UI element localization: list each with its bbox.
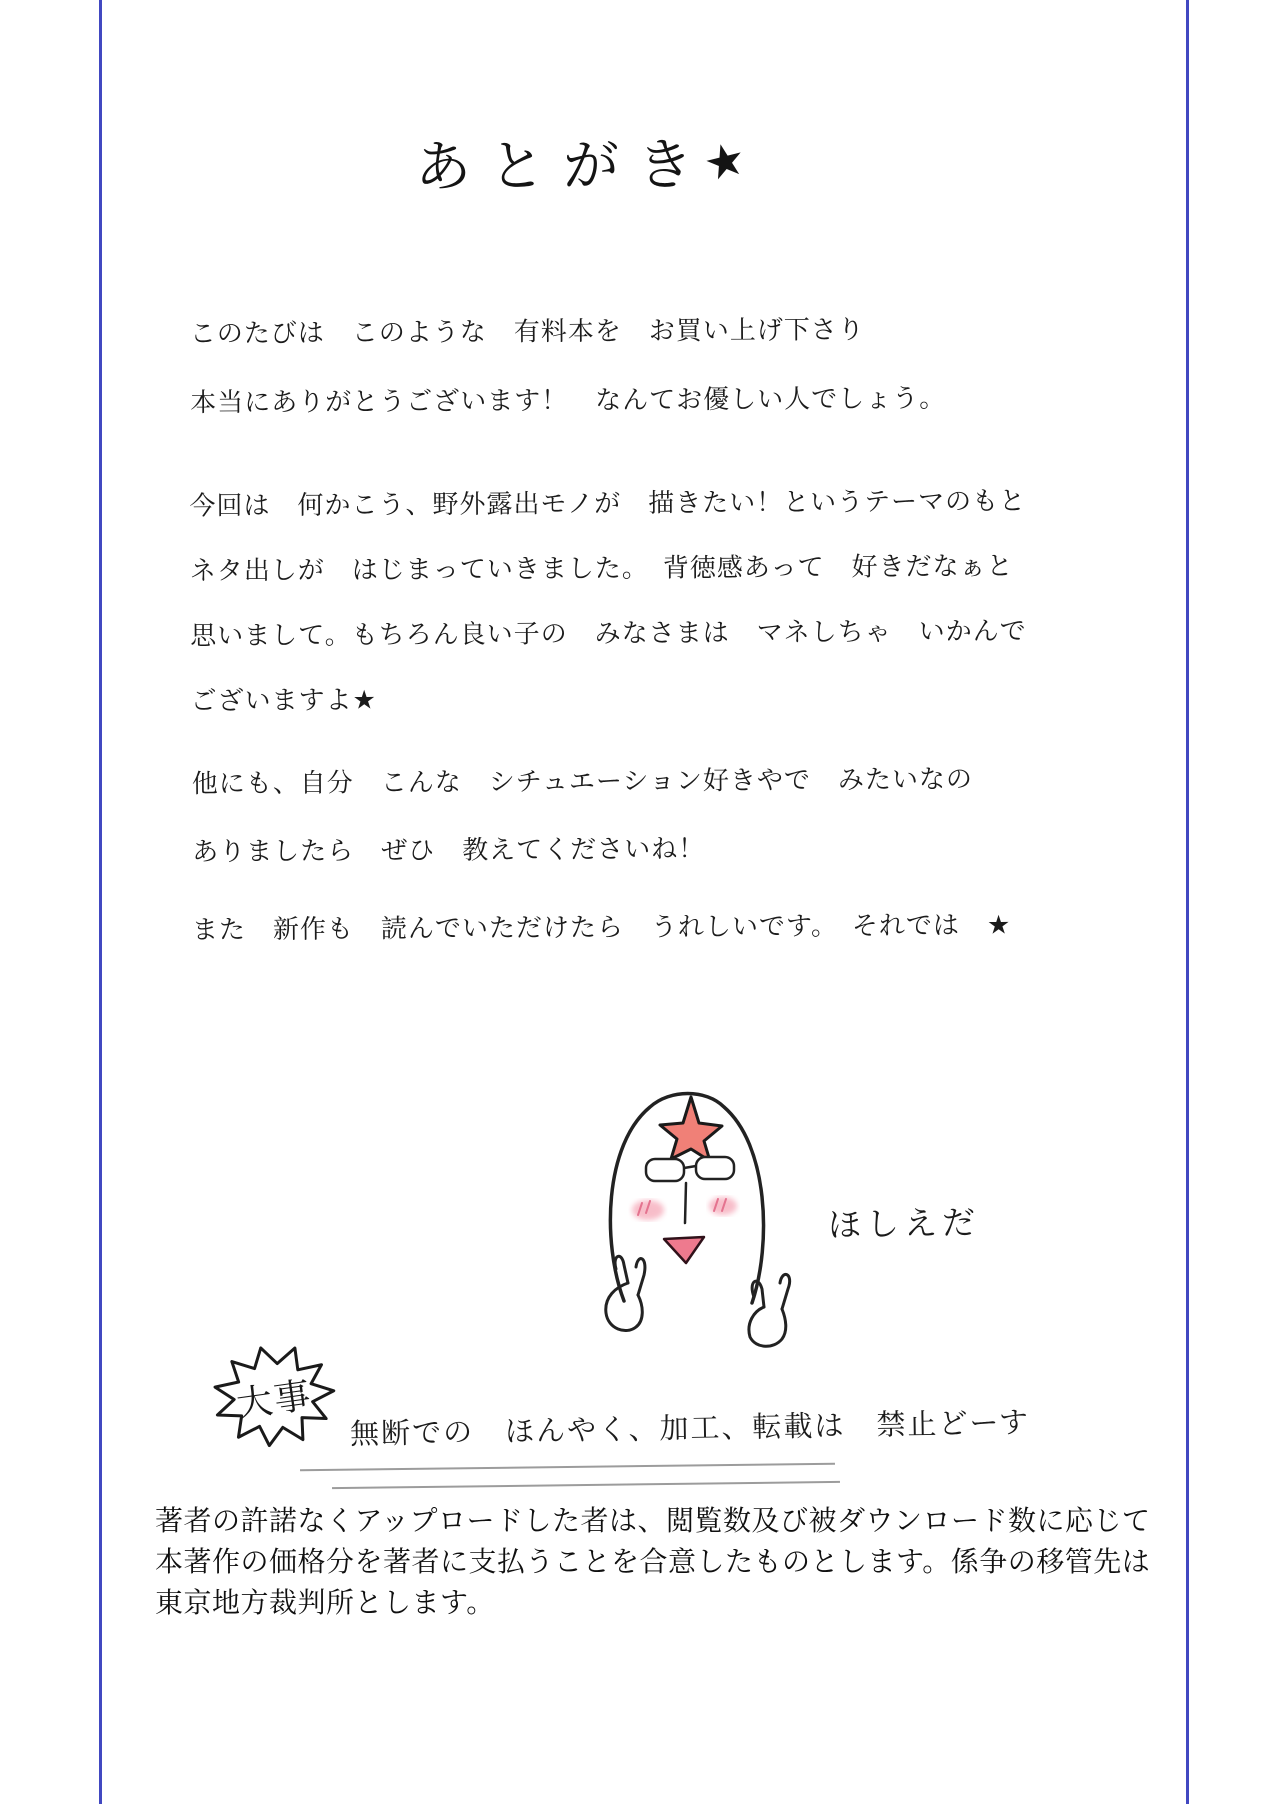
legal-line: 著者の許諾なくアップロードした者は、閲覧数及び被ダウンロード数に応じて xyxy=(155,1505,1151,1536)
afterword-line: ネタ出しが はじまっていきました。 背徳感あって 好きだなぁと xyxy=(189,551,1014,587)
right-border-line xyxy=(1186,0,1189,1804)
important-burst-label: 大事 xyxy=(233,1374,315,1427)
page-title: あとがき xyxy=(414,132,712,201)
afterword-line: ございますよ★ xyxy=(190,685,378,717)
afterword-line: 今回は 何かこう、野外露出モノが 描きたい！というテーマのもと xyxy=(189,486,1027,522)
legal-line: 東京地方裁判所とします。 xyxy=(155,1587,495,1618)
mascot-illustration xyxy=(558,1083,840,1365)
afterword-paragraph-3 xyxy=(192,746,974,887)
afterword-line: 他にも、自分 こんな シチュエーション好きやで みたいなの xyxy=(191,764,974,800)
afterword-line: ありましたら ぜひ 教えてくださいね！ xyxy=(192,834,706,868)
afterword-paragraph-2 xyxy=(189,469,1027,734)
afterword-paragraph-4 xyxy=(192,892,1012,963)
left-border-line xyxy=(99,0,102,1804)
notice-underline xyxy=(332,1481,840,1489)
legal-line: 本著作の価格分を著者に支払うことを合意したものとします。係争の移管先は xyxy=(155,1546,1151,1577)
afterword-line: 本当にありがとうございます！ なんてお優しい人でしょう。 xyxy=(190,383,947,419)
notice-underline xyxy=(300,1463,835,1472)
afterword-line: 思いまして。もちろん良い子の みなさまは マネしちゃ いかんで xyxy=(190,616,1027,652)
no-reprint-notice: 無断での ほんやく、加工、転載は 禁止どーす xyxy=(349,1405,1031,1451)
legal-notice xyxy=(155,1500,1165,1623)
afterword-line: また 新作も 読んでいただけたら うれしいです。 それでは ★ xyxy=(191,910,1012,946)
title-star-icon: ★ xyxy=(698,129,752,193)
artist-signature: ほしえだ xyxy=(827,1202,981,1245)
afterword-paragraph-1 xyxy=(190,296,947,439)
mascot-nose xyxy=(685,1183,686,1223)
afterword-line: このたびは このような 有料本を お買い上げ下さり xyxy=(189,315,865,350)
